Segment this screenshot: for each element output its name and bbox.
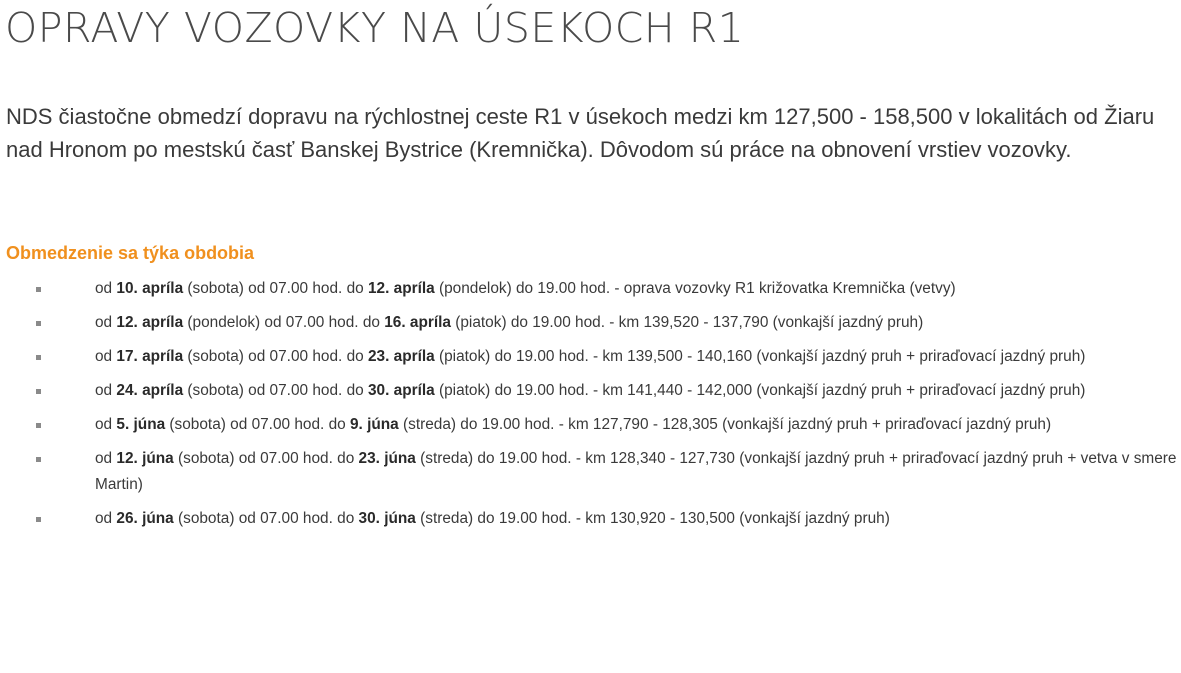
list-item: od 12. apríla (pondelok) od 07.00 hod. do 16. apríla (piatok) do 19.00 hod. - km 139,520 - 137,790 (vonkajší jazdný pruh) bbox=[0, 310, 1181, 336]
from-date: 10. apríla bbox=[116, 280, 184, 297]
list-item: od 10. apríla (sobota) od 07.00 hod. do 12. apríla (pondelok) do 19.00 hod. - oprava vozovky R1 križovatka Kremnička (vetvy) bbox=[0, 276, 1181, 302]
schedule-list bbox=[0, 276, 1181, 540]
page-title: OPRAVY VOZOVKY NA ÚSEKOCH R1 bbox=[5, 4, 745, 52]
to-date: 16. apríla bbox=[384, 314, 451, 331]
square-bullet-icon bbox=[36, 321, 41, 326]
intro-paragraph: NDS čiastočne obmedzí dopravu na rýchlostnej ceste R1 v úsekoch medzi km 127,500 - 158,500 v lokalitách od Žiaru nad Hronom po mestskú časť Banskej Bystrice (Kremnička). Dôvodom sú práce na obnovení vrstiev vozovky. bbox=[6, 104, 1155, 162]
list-item: od 17. apríla (sobota) od 07.00 hod. do 23. apríla (piatok) do 19.00 hod. - km 139,500 - 140,160 (vonkajší jazdný pruh + priraďovací jazdný pruh) bbox=[0, 344, 1181, 370]
list-item: od 12. júna (sobota) od 07.00 hod. do 23. júna (streda) do 19.00 hod. - km 128,340 - 127,730 (vonkajší jazdný pruh + priraďovací jazdný pruh + vetva v smere Martin) bbox=[0, 446, 1181, 498]
section-heading: Obmedzenie sa týka obdobia bbox=[6, 243, 255, 263]
to-date: 12. apríla bbox=[367, 280, 435, 297]
list-item: od 26. júna (sobota) od 07.00 hod. do 30. júna (streda) do 19.00 hod. - km 130,920 - 130,500 (vonkajší jazdný pruh) bbox=[0, 506, 1181, 532]
from-date: 12. apríla bbox=[116, 314, 184, 331]
square-bullet-icon bbox=[36, 423, 41, 428]
to-date: 9. júna bbox=[349, 416, 399, 433]
from-date: 26. júna bbox=[116, 510, 174, 527]
square-bullet-icon bbox=[36, 355, 41, 360]
square-bullet-icon bbox=[36, 287, 41, 292]
list-item: od 5. júna (sobota) od 07.00 hod. do 9. júna (streda) do 19.00 hod. - km 127,790 - 128,305 (vonkajší jazdný pruh + priraďovací jazdný pruh) bbox=[0, 412, 1181, 438]
to-date: 23. apríla bbox=[367, 348, 435, 365]
from-date: 12. júna bbox=[116, 450, 174, 467]
square-bullet-icon bbox=[36, 389, 41, 394]
from-date: 17. apríla bbox=[116, 348, 184, 365]
from-date: 5. júna bbox=[116, 416, 166, 433]
list-item: od 24. apríla (sobota) od 07.00 hod. do 30. apríla (piatok) do 19.00 hod. - km 141,440 - 142,000 (vonkajší jazdný pruh + priraďovací jazdný pruh) bbox=[0, 378, 1181, 404]
to-date: 30. apríla bbox=[367, 382, 435, 399]
to-date: 30. júna bbox=[358, 510, 416, 527]
to-date: 23. júna bbox=[358, 450, 416, 467]
square-bullet-icon bbox=[36, 517, 41, 522]
square-bullet-icon bbox=[36, 457, 41, 462]
from-date: 24. apríla bbox=[116, 382, 184, 399]
